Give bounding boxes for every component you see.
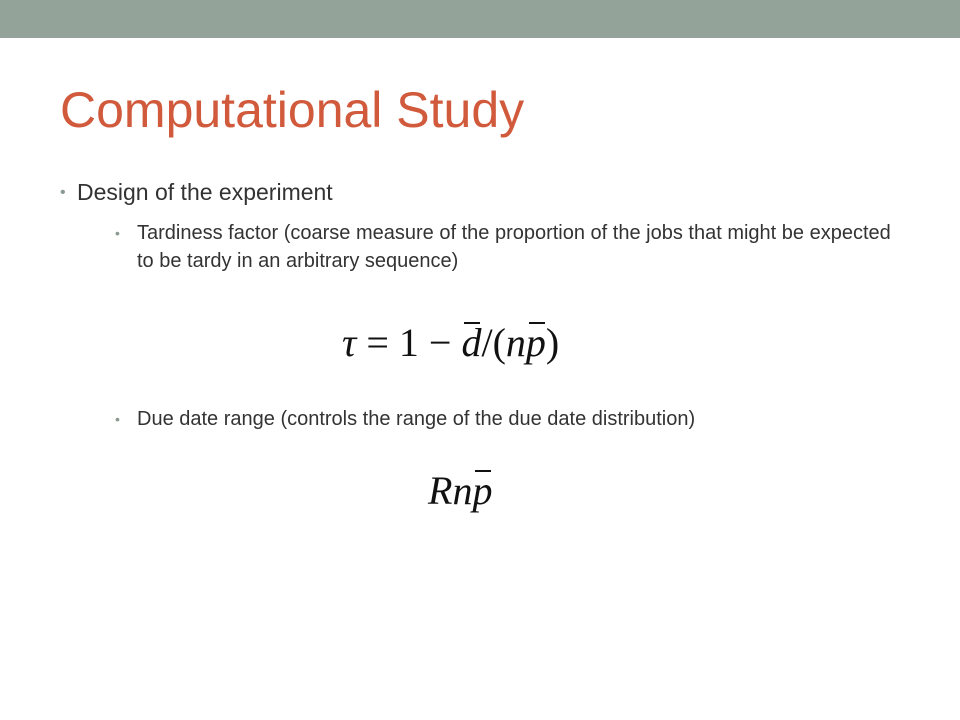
bullet-design-of-experiment <box>60 177 333 208</box>
bullet-due-date-range <box>115 405 895 433</box>
formula-tau: τ <box>342 320 357 365</box>
formula-p-bar: p <box>526 318 546 368</box>
formula-n: n <box>452 468 473 513</box>
slide-title: Computational Study <box>60 82 525 138</box>
bullet-icon: • <box>60 184 66 201</box>
formula-p-bar: p <box>472 466 492 516</box>
formula-tardiness-factor <box>342 318 559 368</box>
bullet-tardiness-factor <box>115 219 895 275</box>
top-accent-bar <box>0 0 960 38</box>
formula-d-bar: d <box>461 318 481 368</box>
formula-close: ) <box>545 320 560 365</box>
formula-minus: − <box>418 320 462 365</box>
formula-one: 1 <box>398 320 419 365</box>
formula-equals: = <box>356 320 399 365</box>
bullet-icon: • <box>115 225 120 241</box>
bullet-text: Tardiness factor (coarse measure of the proportion of the jobs that might be expected to be tardy in an arbitrary sequence) <box>137 222 891 272</box>
formula-slash-open: /( <box>481 320 506 365</box>
formula-n: n <box>505 320 526 365</box>
formula-r: R <box>428 468 453 513</box>
bullet-text: Design of the experiment <box>77 179 333 205</box>
bullet-text: Due date range (controls the range of the due date distribution) <box>137 408 696 430</box>
bullet-icon: • <box>115 411 120 427</box>
formula-due-date-range <box>428 466 492 516</box>
